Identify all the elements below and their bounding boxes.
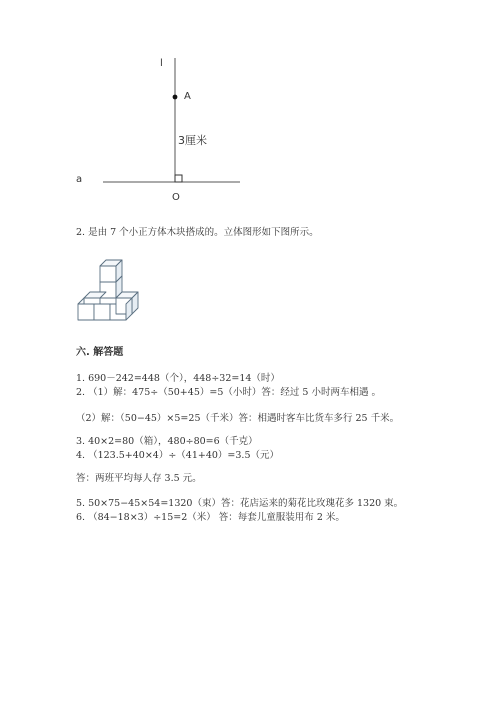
answer-2-2: （2）解：（50−45）×5=25（千米）答：相遇时客车比货车多行 25 千米。: [76, 413, 400, 424]
answer-4-result: 答：两班平均每人存 3.5 元。: [76, 473, 202, 484]
answer-2-1: 2. （1）解：475÷（50+45）=5（小时）答：经过 5 小时两车相遇 。: [76, 387, 381, 398]
foot-o-label: O: [172, 192, 180, 203]
line-a-label: a: [76, 174, 83, 185]
answer-3: 3. 40×2=80（箱），480÷80=6（千克）: [76, 436, 258, 447]
question-2-text: 2. 是由 7 个小正方体木块搭成的。立体图形如下图所示。: [76, 227, 319, 238]
answer-5: 5. 50×75−45×54=1320（束）答：花店运来的菊花比玫瑰花多 1320 束。: [76, 498, 404, 509]
answer-4: 4. （123.5+40×4）÷（41+40）=3.5（元）: [76, 450, 279, 461]
point-a-label: A: [184, 91, 191, 102]
line-l-label: l: [160, 58, 163, 69]
length-label: 3厘米: [178, 134, 207, 147]
answer-6: 6. （84−18×3）÷15=2（米） 答：每套儿童服装用布 2 米。: [76, 512, 345, 523]
answer-1: 1. 690－242=448（个），448÷32=14（时）: [76, 373, 280, 384]
section-title: 六. 解答题: [76, 347, 124, 358]
